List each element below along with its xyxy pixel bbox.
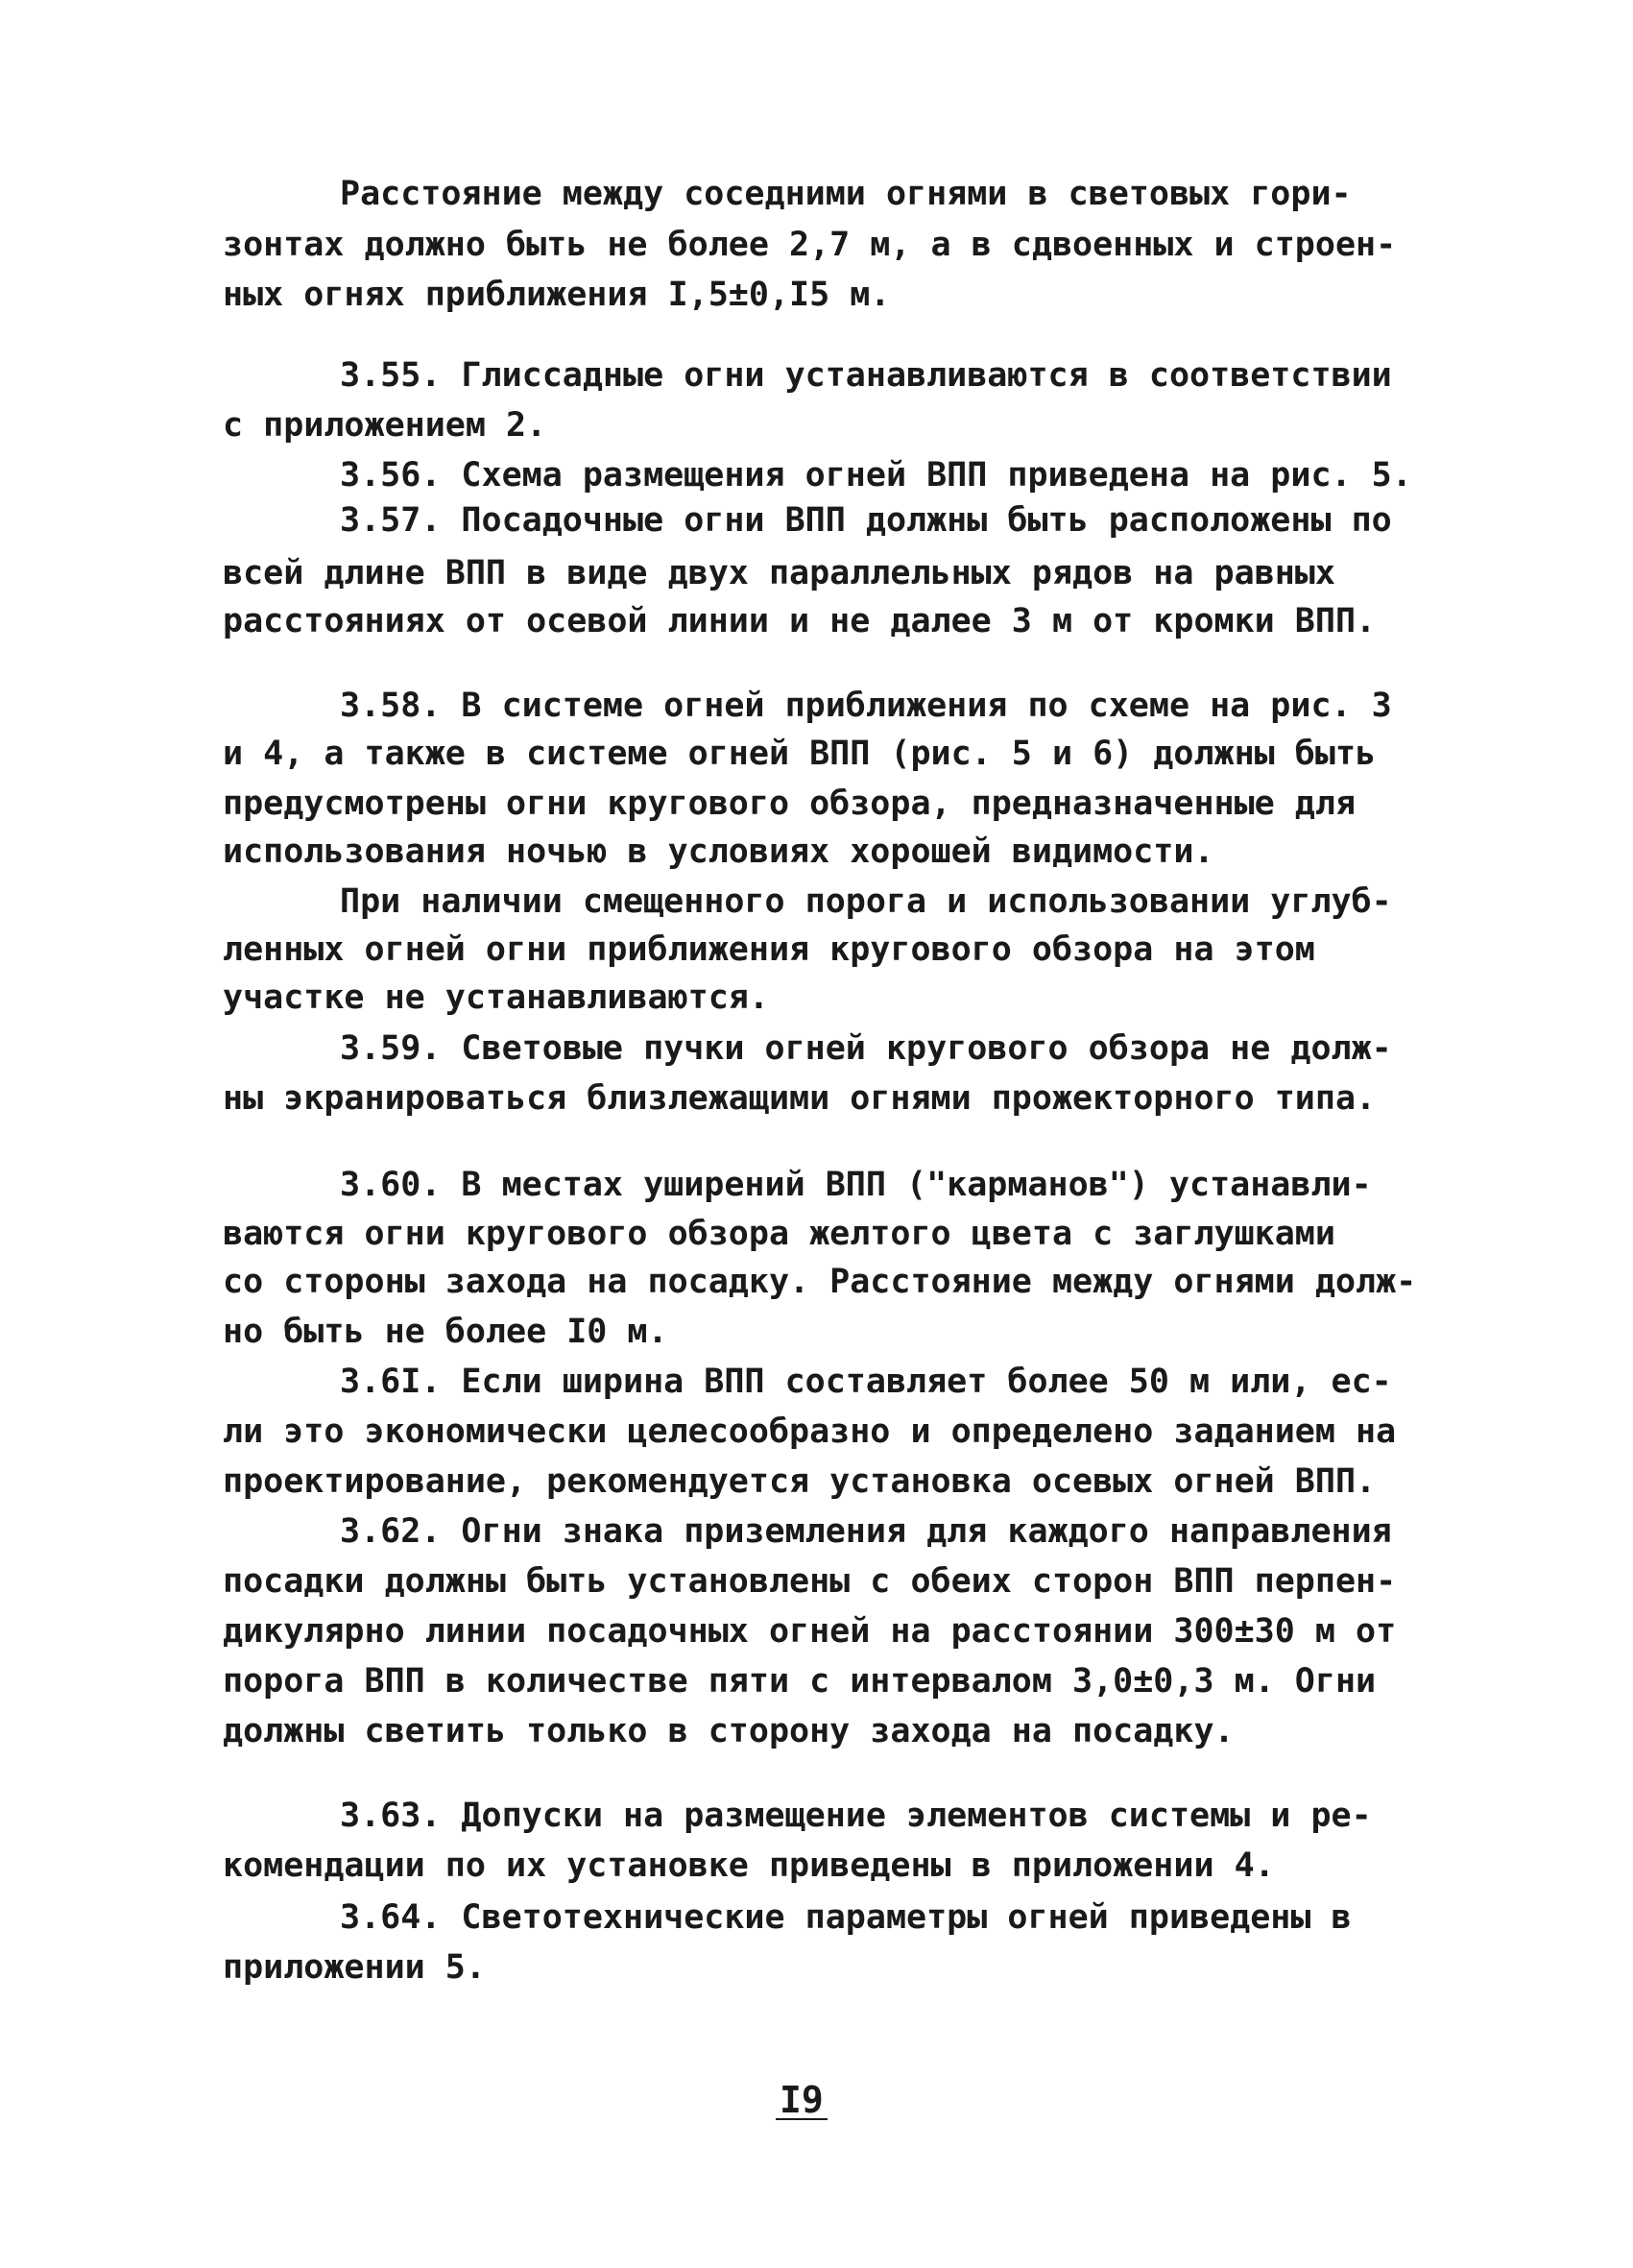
text-line: и 4, а также в системе огней ВПП (рис. 5 и 6) должны быть: [223, 735, 1377, 773]
text-line: ваются огни кругового обзора желтого цвета с заглушками: [223, 1215, 1335, 1253]
text-line: 3.62. Огни знака приземления для каждого направления: [340, 1512, 1392, 1551]
text-line: 3.58. В системе огней приближения по схеме на рис. 3: [340, 687, 1392, 725]
text-line: 3.63. Допуски на размещение элементов системы и ре-: [340, 1797, 1372, 1835]
text-line: порога ВПП в количестве пяти с интервалом 3,0±0,3 м. Огни: [223, 1662, 1377, 1701]
text-line: со стороны захода на посадку. Расстояние между огнями долж-: [223, 1263, 1417, 1301]
text-line: Расстояние между соседними огнями в световых гори-: [340, 175, 1352, 213]
text-line: приложении 5.: [223, 1948, 486, 1987]
page-number: I9: [776, 2082, 828, 2120]
text-line: 3.57. Посадочные огни ВПП должны быть расположены по: [340, 501, 1392, 540]
text-line: 3.64. Светотехнические параметры огней приведены в: [340, 1898, 1352, 1937]
text-line: должны светить только в сторону захода на посадку.: [223, 1712, 1235, 1750]
text-line: ны экранироваться близлежащими огнями прожекторного типа.: [223, 1079, 1377, 1118]
text-line: зонтах должно быть не более 2,7 м, а в сдвоенных и строен-: [223, 226, 1397, 264]
text-line: комендации по их установке приведены в приложении 4.: [223, 1846, 1275, 1885]
text-line: предусмотрены огни кругового обзора, предназначенные для: [223, 784, 1357, 823]
text-line: но быть не более I0 м.: [223, 1313, 668, 1351]
text-line: посадки должны быть установлены с обеих сторон ВПП перпен-: [223, 1562, 1397, 1601]
text-line: использования ночью в условиях хорошей видимости.: [223, 832, 1214, 871]
text-line: проектирование, рекомендуется установка осевых огней ВПП.: [223, 1462, 1377, 1501]
text-line: участке не устанавливаются.: [223, 978, 769, 1017]
text-line: ных огнях приближения I,5±0,I5 м.: [223, 276, 891, 314]
text-line: 3.55. Глиссадные огни устанавливаются в соответствии: [340, 356, 1392, 395]
text-line: расстояниях от осевой линии и не далее 3 м от кромки ВПП.: [223, 602, 1377, 640]
text-line: всей длине ВПП в виде двух параллельных рядов на равных: [223, 554, 1335, 592]
text-line: ленных огней огни приближения кругового обзора на этом: [223, 930, 1315, 969]
text-line: При наличии смещенного порога и использовании углуб-: [340, 882, 1392, 921]
text-line: с приложением 2.: [223, 406, 547, 445]
text-line: 3.59. Световые пучки огней кругового обзора не долж-: [340, 1029, 1392, 1068]
text-line: 3.56. Схема размещения огней ВПП приведена на рис. 5.: [340, 456, 1412, 495]
text-line: 3.6I. Если ширина ВПП составляет более 50 м или, ес-: [340, 1363, 1392, 1401]
text-line: ли это экономически целесообразно и определено заданием на: [223, 1412, 1397, 1451]
text-line: дикулярно линии посадочных огней на расстоянии 300±30 м от: [223, 1612, 1397, 1651]
text-line: 3.60. В местах уширений ВПП ("карманов") устанавли-: [340, 1166, 1372, 1204]
